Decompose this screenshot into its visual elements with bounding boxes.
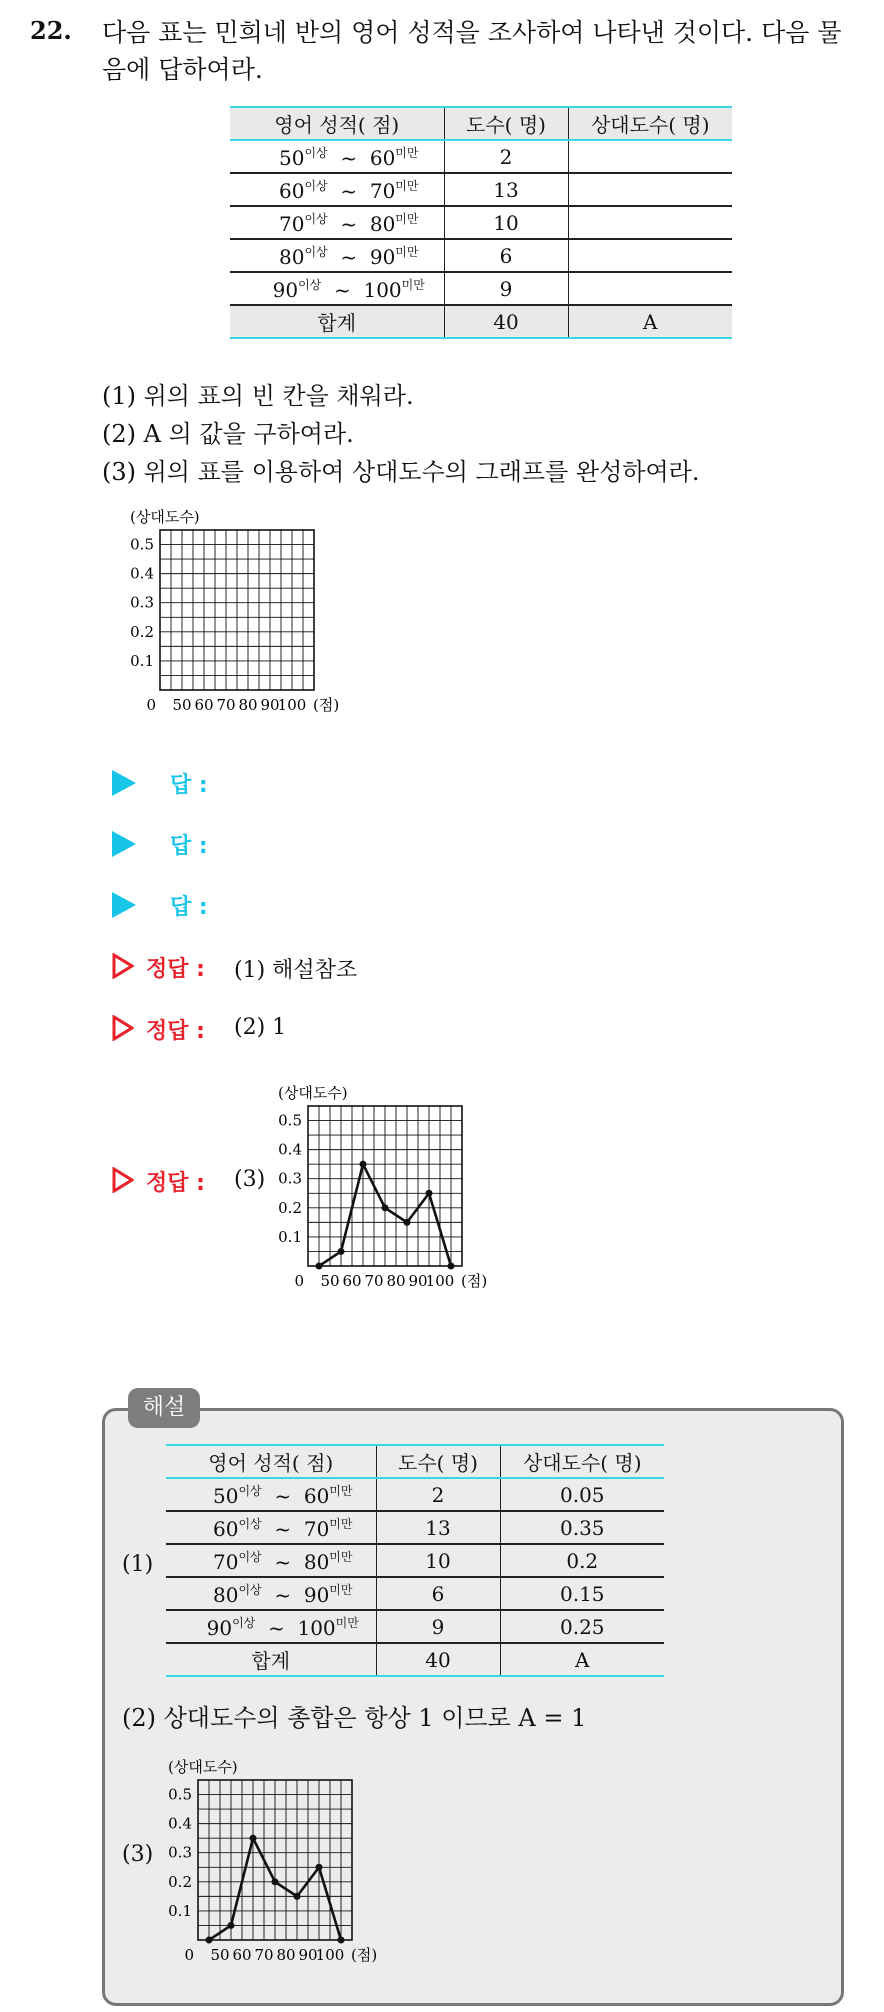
correct-arrow-icon bbox=[112, 1015, 134, 1041]
x-tick-label: 50 bbox=[320, 1272, 340, 1290]
score-range: $50^{이상}$ ~ $60^{미만}$ bbox=[230, 140, 444, 173]
answer-label-3: 답 : bbox=[170, 895, 208, 920]
frequency-cell: 9 bbox=[444, 272, 568, 305]
frequency-cell: 6 bbox=[376, 1577, 500, 1610]
table-row bbox=[230, 140, 732, 173]
data-point bbox=[338, 1937, 345, 1944]
total-frequency: 40 bbox=[376, 1643, 500, 1676]
frequency-cell: 10 bbox=[376, 1544, 500, 1577]
y-tick-label: 0.2 bbox=[278, 1198, 302, 1217]
data-point bbox=[338, 1248, 345, 1255]
answer-label-1: 답 : bbox=[170, 773, 208, 798]
y-axis-title: (상대도수) bbox=[168, 1758, 238, 1776]
score-range: $80^{이상}$ ~ $90^{미만}$ bbox=[230, 239, 444, 272]
total-row bbox=[166, 1643, 664, 1676]
frequency-cell: 2 bbox=[444, 140, 568, 173]
relative-frequency-cell: 0.2 bbox=[500, 1544, 664, 1577]
y-axis-title: (상대도수) bbox=[130, 508, 200, 526]
table-row bbox=[166, 1544, 664, 1577]
data-point bbox=[404, 1219, 411, 1226]
origin-label: 0 bbox=[294, 1272, 304, 1290]
solution-part1-label: (1) bbox=[122, 1552, 154, 1577]
frequency-cell: 2 bbox=[376, 1478, 500, 1511]
x-tick-label: 70 bbox=[254, 1946, 274, 1964]
y-tick-label: 0.1 bbox=[130, 651, 154, 670]
total-relative-frequency: A bbox=[500, 1643, 664, 1676]
score-range: $90^{이상}$ ~ $100^{미만}$ bbox=[166, 1610, 376, 1643]
x-axis-unit: (점) bbox=[351, 1946, 378, 1964]
correct-answer-1: (1) 해설참조 bbox=[234, 958, 358, 983]
y-tick-label: 0.5 bbox=[168, 1785, 192, 1804]
header-relative-frequency: 상대도수( 명) bbox=[500, 1445, 664, 1478]
data-point bbox=[272, 1878, 279, 1885]
relative-frequency-cell bbox=[568, 272, 732, 305]
x-tick-label: 70 bbox=[216, 696, 236, 714]
relative-frequency-cell bbox=[568, 140, 732, 173]
correct-answer-2: (2) 1 bbox=[234, 1015, 287, 1040]
table-row bbox=[166, 1610, 664, 1643]
table-row bbox=[166, 1478, 664, 1511]
frequency-cell: 10 bbox=[444, 206, 568, 239]
subquestion-2: (2) A 의 값을 구하여라. bbox=[102, 420, 354, 448]
x-tick-label: 80 bbox=[238, 696, 258, 714]
total-relative-frequency: A bbox=[568, 305, 732, 338]
frequency-cell: 13 bbox=[376, 1511, 500, 1544]
relative-frequency-cell: 0.15 bbox=[500, 1577, 664, 1610]
origin-label: 0 bbox=[146, 696, 156, 714]
score-range: $60^{이상}$ ~ $70^{미만}$ bbox=[166, 1511, 376, 1544]
answer-arrow-icon bbox=[112, 770, 136, 796]
correct-label-1: 정답 : bbox=[146, 957, 205, 982]
header-frequency: 도수( 명) bbox=[444, 107, 568, 140]
x-tick-label: 80 bbox=[276, 1946, 296, 1964]
solution-part2: (2) 상대도수의 총합은 항상 1 이므로 A = 1 bbox=[122, 1704, 587, 1732]
question-text: 다음 표는 민희네 반의 영어 성적을 조사하여 나타낸 것이다. 다음 물음에 답하여라. bbox=[102, 18, 842, 84]
data-point bbox=[448, 1263, 455, 1270]
y-tick-label: 0.1 bbox=[168, 1901, 192, 1920]
table-header-row bbox=[230, 107, 732, 140]
x-tick-label: 90 bbox=[298, 1946, 318, 1964]
y-tick-label: 0.1 bbox=[278, 1227, 302, 1246]
answer-label-2: 답 : bbox=[170, 834, 208, 859]
x-axis-unit: (점) bbox=[313, 696, 340, 714]
answer-arrow-icon bbox=[112, 892, 136, 918]
solution-table bbox=[166, 1444, 664, 1677]
total-label: 합계 bbox=[230, 305, 444, 338]
x-tick-label: 80 bbox=[386, 1272, 406, 1290]
y-tick-label: 0.2 bbox=[130, 622, 154, 641]
score-range: $60^{이상}$ ~ $70^{미만}$ bbox=[230, 173, 444, 206]
y-tick-label: 0.5 bbox=[130, 535, 154, 554]
x-tick-label: 70 bbox=[364, 1272, 384, 1290]
y-tick-label: 0.4 bbox=[168, 1814, 192, 1833]
relative-frequency-cell bbox=[568, 239, 732, 272]
x-tick-label: 60 bbox=[342, 1272, 362, 1290]
correct-answer-3: (3) bbox=[234, 1167, 266, 1192]
header-frequency: 도수( 명) bbox=[376, 1445, 500, 1478]
y-tick-label: 0.5 bbox=[278, 1111, 302, 1130]
score-range: $70^{이상}$ ~ $80^{미만}$ bbox=[166, 1544, 376, 1577]
solution-part3-label: (3) bbox=[122, 1842, 154, 1867]
answer-graph bbox=[276, 1066, 546, 1298]
subquestion-3: (3) 위의 표를 이용하여 상대도수의 그래프를 완성하여라. bbox=[102, 458, 700, 486]
origin-label: 0 bbox=[184, 1946, 194, 1964]
correct-label-2: 정답 : bbox=[146, 1019, 205, 1044]
solution-tag: 해설 bbox=[128, 1388, 200, 1428]
data-point bbox=[316, 1263, 323, 1270]
y-tick-label: 0.3 bbox=[278, 1169, 302, 1188]
data-point bbox=[206, 1937, 213, 1944]
table-row bbox=[166, 1511, 664, 1544]
x-tick-label: 100 bbox=[277, 696, 307, 714]
data-point bbox=[228, 1922, 235, 1929]
frequency-cell: 9 bbox=[376, 1610, 500, 1643]
relative-frequency-cell bbox=[568, 173, 732, 206]
score-range: $80^{이상}$ ~ $90^{미만}$ bbox=[166, 1577, 376, 1610]
y-tick-label: 0.4 bbox=[130, 564, 154, 583]
relative-frequency-cell: 0.25 bbox=[500, 1610, 664, 1643]
x-tick-label: 90 bbox=[260, 696, 280, 714]
relative-frequency-cell: 0.35 bbox=[500, 1511, 664, 1544]
x-tick-label: 60 bbox=[194, 696, 214, 714]
frequency-table bbox=[230, 106, 732, 339]
frequency-cell: 13 bbox=[444, 173, 568, 206]
table-row bbox=[230, 206, 732, 239]
empty-graph bbox=[128, 490, 398, 722]
table-row bbox=[230, 173, 732, 206]
table-row bbox=[230, 272, 732, 305]
table-header-row bbox=[166, 1445, 664, 1478]
total-label: 합계 bbox=[166, 1643, 376, 1676]
solution-graph bbox=[166, 1740, 436, 1972]
correct-arrow-icon bbox=[112, 1167, 134, 1193]
data-point bbox=[360, 1161, 367, 1168]
answer-arrow-icon bbox=[112, 831, 136, 857]
total-row bbox=[230, 305, 732, 338]
y-axis-title: (상대도수) bbox=[278, 1084, 348, 1102]
question-number: 22. bbox=[30, 16, 72, 45]
data-point bbox=[316, 1864, 323, 1871]
relative-frequency-cell bbox=[568, 206, 732, 239]
subquestion-1: (1) 위의 표의 빈 칸을 채워라. bbox=[102, 382, 414, 410]
correct-label-3: 정답 : bbox=[146, 1171, 205, 1196]
relative-frequency-cell: 0.05 bbox=[500, 1478, 664, 1511]
score-range: $90^{이상}$ ~ $100^{미만}$ bbox=[230, 272, 444, 305]
x-tick-label: 100 bbox=[425, 1272, 455, 1290]
score-range: $50^{이상}$ ~ $60^{미만}$ bbox=[166, 1478, 376, 1511]
x-tick-label: 60 bbox=[232, 1946, 252, 1964]
correct-arrow-icon bbox=[112, 953, 134, 979]
x-tick-label: 50 bbox=[172, 696, 192, 714]
score-range: $70^{이상}$ ~ $80^{미만}$ bbox=[230, 206, 444, 239]
y-tick-label: 0.3 bbox=[168, 1843, 192, 1862]
x-axis-unit: (점) bbox=[461, 1272, 488, 1290]
x-tick-label: 100 bbox=[315, 1946, 345, 1964]
y-tick-label: 0.2 bbox=[168, 1872, 192, 1891]
data-point bbox=[250, 1835, 257, 1842]
header-relative-frequency: 상대도수( 명) bbox=[568, 107, 732, 140]
table-row bbox=[230, 239, 732, 272]
table-row bbox=[166, 1577, 664, 1610]
y-tick-label: 0.4 bbox=[278, 1140, 302, 1159]
header-score: 영어 성적( 점) bbox=[230, 107, 444, 140]
frequency-cell: 6 bbox=[444, 239, 568, 272]
header-score: 영어 성적( 점) bbox=[166, 1445, 376, 1478]
data-point bbox=[382, 1204, 389, 1211]
data-point bbox=[294, 1893, 301, 1900]
total-frequency: 40 bbox=[444, 305, 568, 338]
x-tick-label: 50 bbox=[210, 1946, 230, 1964]
x-tick-label: 90 bbox=[408, 1272, 428, 1290]
y-tick-label: 0.3 bbox=[130, 593, 154, 612]
data-point bbox=[426, 1190, 433, 1197]
